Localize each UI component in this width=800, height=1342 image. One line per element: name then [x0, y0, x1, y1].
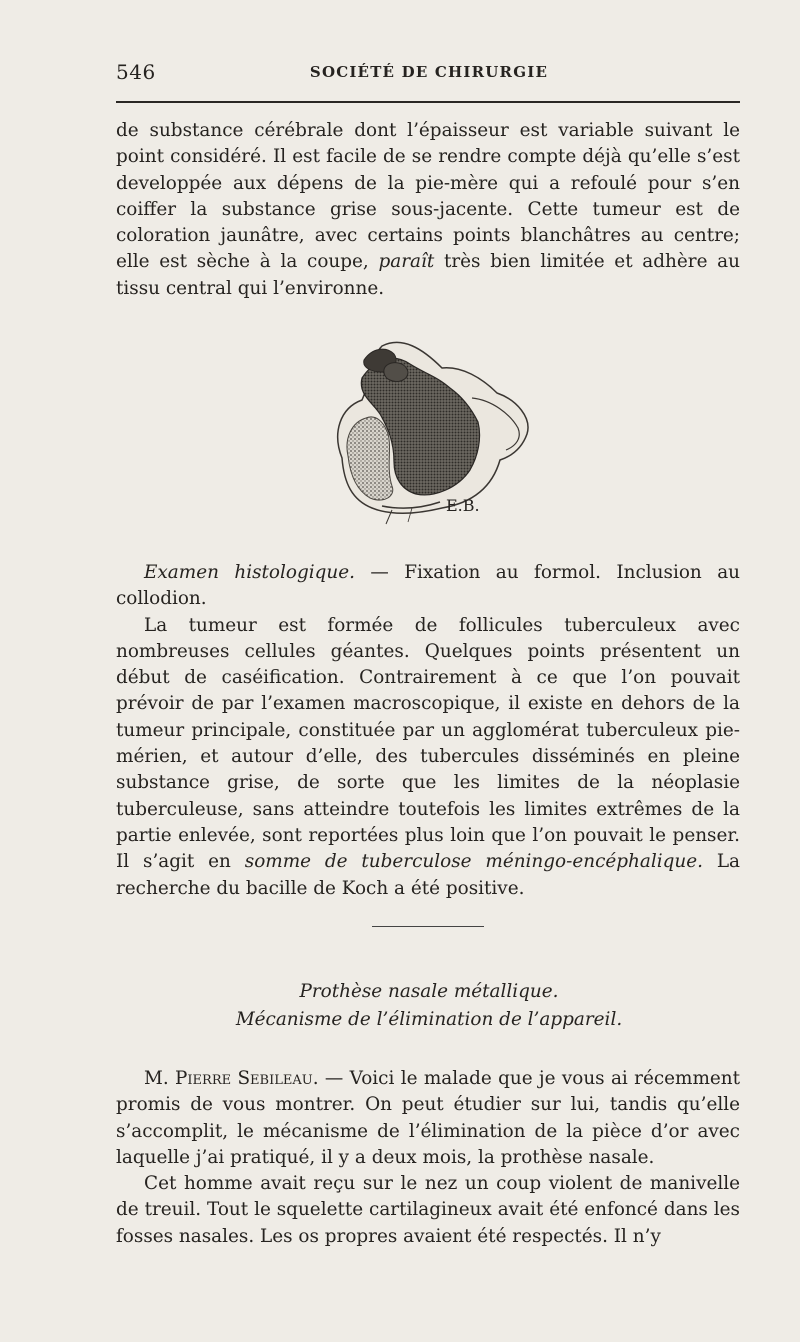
section-title-line: Mécanisme de l’élimination de l’appareil.: [235, 1009, 623, 1030]
italic-phrase: somme de tuberculose méningo-encéphalique.: [244, 851, 703, 873]
header-rule: [116, 101, 740, 103]
paragraph-case: Cet homme avait reçu sur le nez un coup violent de manivelle de treuil. Tout le squelette cartilagineux avait été enfoncé dans les fosses nasales. Les os propres avaient été respectés. Il n’y: [116, 1173, 740, 1247]
body-text: [116, 560, 740, 902]
paragraph-tumor-description: [116, 118, 740, 302]
speaker-prefix: M.: [144, 1068, 176, 1089]
paragraph-histology: [116, 560, 740, 613]
italic-word: paraît: [378, 251, 435, 273]
artist-signature: E.B.: [446, 496, 480, 515]
paragraph-text: . — Voici le malade que je vous ai récemment promis de vous montrer. On peut étudier sur lui, tandis qu’elle s’accomplit, le mécanisme de l’élimination de la pièce d’or avec laquelle j’ai pratiqué, il y a deux mois, la prothèse nasale.: [116, 1068, 741, 1168]
running-title: SOCIÉTÉ DE CHIRURGIE: [309, 63, 549, 81]
speaker-name: Pierre Sebileau: [175, 1068, 313, 1089]
tumor-drawing-icon: [322, 338, 542, 534]
paragraph-text: — Fixation au formol. Inclusion au collodion.: [116, 562, 741, 610]
paragraph-findings: [116, 613, 740, 902]
paragraph-text: de substance cérébrale dont l’épaisseur est variable suivant le point considéré. Il est facile de se rendre compte déjà qu’elle s’est developpée aux dépens de la pie-mère qui a refoulé pour s’en coiffer la substance grise sous-jacente. Cette tumeur est de coloration jaunâtre, avec certains points blanchâtres au centre; elle est sèche à la coupe,: [116, 120, 740, 273]
tumor-illustration: [322, 338, 542, 534]
italic-heading: Examen histologique.: [144, 562, 355, 583]
section-title-line: Prothèse nasale métallique.: [299, 981, 559, 1002]
section-divider: [372, 926, 484, 927]
paragraph-text: La recherche du bacille de Koch a été positive.: [116, 851, 740, 899]
section-title: [0, 978, 800, 1034]
paragraph-text: très bien limitée et adhère au tissu central qui l’environne.: [116, 251, 740, 299]
paragraph-sebileau: [116, 1066, 740, 1171]
page-number: 546: [116, 60, 156, 84]
paragraph-text: La tumeur est formée de follicules tuberculeux avec nombreuses cellules géantes. Quelques points présentent un début de caséification. Contrairement à ce que l’on pouvait prévoir de par l’examen macroscopique, il existe en dehors de la tumeur principale, constituée par un agglomérat tuberculeux pie-mérien, et autour d’elle, des tubercules disséminés en pleine substance grise, de sorte que les limites de la néoplasie tuberculeuse, sans atteindre toutefois les limites extrêmes de la partie enlevée, sont reportées plus loin que l’on pouvait le penser. Il s’agit en: [116, 614, 740, 873]
body-text-2: [116, 1066, 740, 1250]
